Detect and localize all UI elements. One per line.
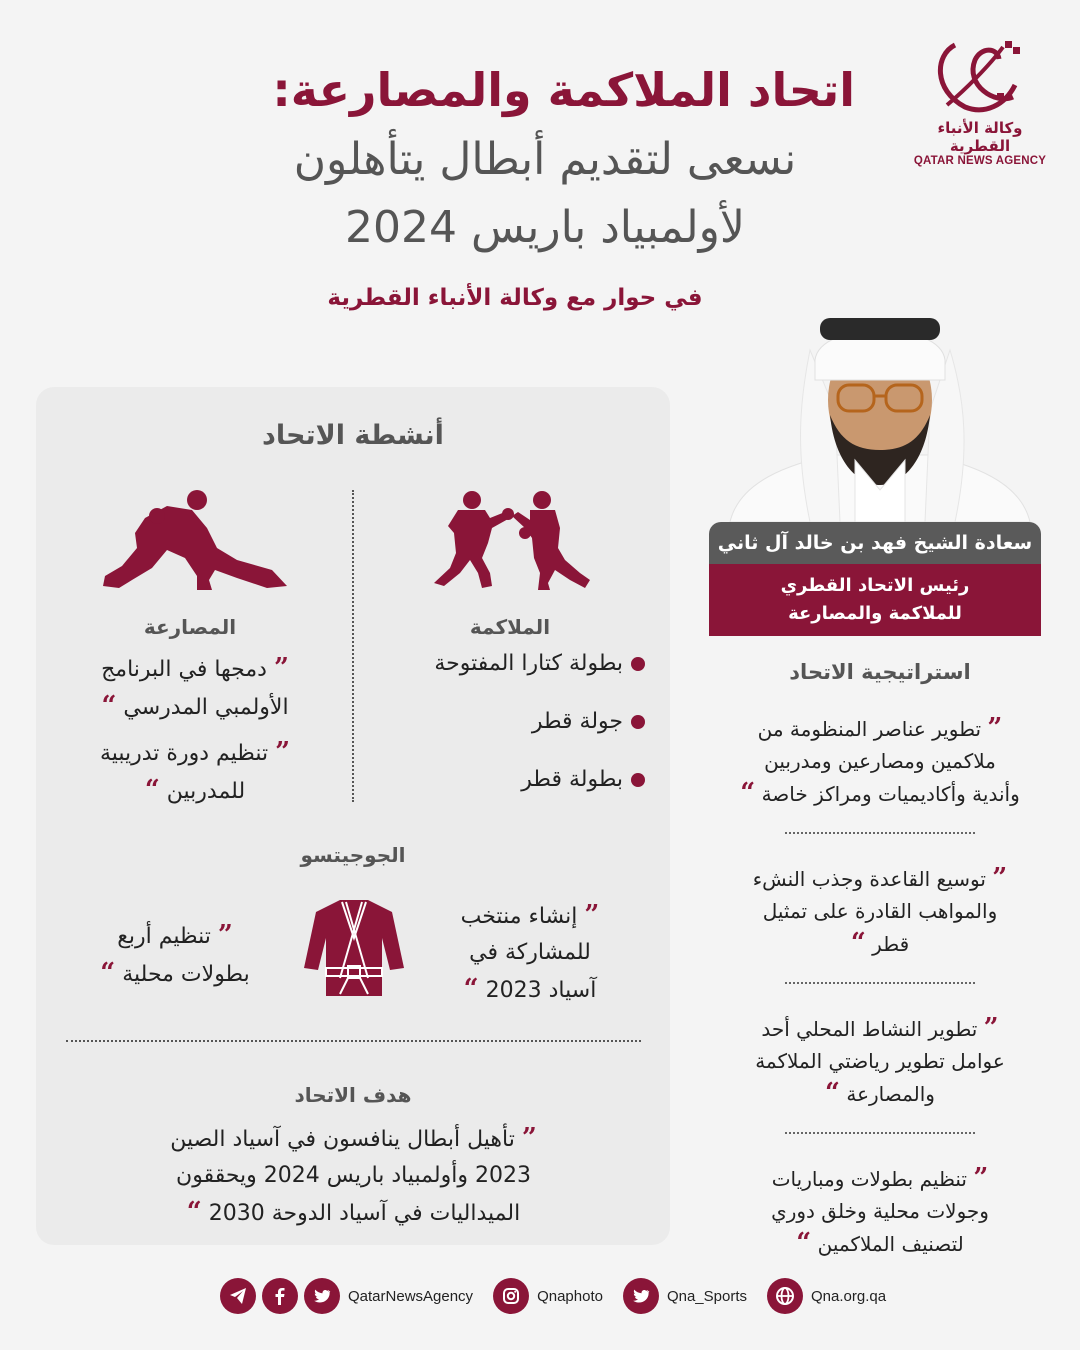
- headline-line-2: نسعى لتقديم أبطال يتأهلون: [293, 134, 797, 185]
- gi-uniform-icon: [302, 898, 406, 998]
- logo-english-name: QATAR NEWS AGENCY: [913, 155, 1047, 167]
- open-quote-icon: ”: [584, 900, 600, 930]
- social-handle-qnaphoto[interactable]: Qnaphoto: [537, 1287, 603, 1305]
- open-quote-icon: ”: [987, 713, 1003, 743]
- headline: [235, 55, 855, 261]
- facebook-icon[interactable]: [262, 1278, 298, 1314]
- dotted-divider: [785, 1132, 975, 1134]
- social-handle-qatarnewsagency[interactable]: QatarNewsAgency: [348, 1287, 474, 1305]
- bullet-icon: [631, 773, 645, 787]
- qna-logo: [905, 35, 1055, 165]
- subtitle: في حوار مع وكالة الأنباء القطرية: [327, 285, 703, 311]
- person-title: [709, 564, 1041, 636]
- horizontal-dotted-divider: [66, 1040, 641, 1042]
- headline-line-3: لأولمبياد باريس 2024: [345, 202, 745, 253]
- jiujitsu-item: ” تنظيم أربع بطولات محلية “: [100, 920, 250, 988]
- globe-icon[interactable]: [767, 1278, 803, 1314]
- close-quote-icon: “: [144, 775, 160, 805]
- strategy-item: ” تطوير النشاط المحلي أحد عوامل تطوير رياضتي الملاكمة والمصارعة “: [755, 1013, 1005, 1108]
- boxing-label: الملاكمة: [469, 615, 551, 639]
- wrestling-activities-list: [60, 650, 330, 818]
- dotted-divider: [785, 982, 975, 984]
- person-name-card: [709, 522, 1041, 636]
- open-quote-icon: ”: [983, 1013, 999, 1043]
- person-name: سعادة الشيخ فهد بن خالد آل ثاني: [709, 522, 1041, 564]
- jiujitsu-item: ” إنشاء منتخب للمشاركة في آسياد 2023 “: [460, 900, 600, 1004]
- close-quote-icon: “: [463, 974, 479, 1004]
- strategy-title: استراتيجية الاتحاد: [789, 660, 971, 684]
- activities-title: أنشطة الاتحاد: [262, 420, 444, 451]
- instagram-icon[interactable]: [493, 1278, 529, 1314]
- close-quote-icon: “: [825, 1078, 840, 1108]
- open-quote-icon: ”: [217, 920, 233, 950]
- person-title-line-1: رئيس الاتحاد القطري: [780, 575, 970, 596]
- open-quote-icon: ”: [992, 863, 1008, 893]
- close-quote-icon: “: [850, 928, 866, 958]
- headline-line-1: اتحاد الملاكمة والمصارعة:: [272, 63, 855, 117]
- goal-text: ” تأهيل أبطال ينافسون في آسياد الصين 2023 وأولمبياد باريس 2024 ويحققون الميداليات في آسياد الدوحة 2030 “: [170, 1123, 537, 1227]
- boxers-icon: [430, 488, 595, 593]
- bullet-icon: [631, 715, 645, 729]
- open-quote-icon: ”: [521, 1123, 537, 1153]
- list-item: ” دمجها في البرنامج الأولمبي المدرسي “: [101, 653, 289, 721]
- goal-title: هدف الاتحاد: [294, 1083, 412, 1107]
- social-handle-qna-sports[interactable]: Qna_Sports: [666, 1287, 747, 1305]
- bullet-icon: [631, 657, 645, 671]
- strategy-item: ” تنظيم بطولات ومباريات وجولات محلية وخلق دوري لتصنيف الملاكمين “: [771, 1163, 989, 1258]
- social-footer: [220, 1276, 887, 1316]
- telegram-icon[interactable]: [220, 1278, 256, 1314]
- jiujitsu-label: الجوجيتسو: [300, 843, 406, 867]
- close-quote-icon: “: [100, 958, 116, 988]
- open-quote-icon: ”: [275, 737, 291, 767]
- open-quote-icon: ”: [973, 1163, 989, 1193]
- twitter-icon[interactable]: [623, 1278, 659, 1314]
- qna-emblem-icon: [925, 35, 1035, 117]
- close-quote-icon: “: [796, 1228, 812, 1258]
- close-quote-icon: “: [101, 691, 117, 721]
- wrestling-label: المصارعة: [143, 615, 237, 639]
- list-item: بطولة كتارا المفتوحة: [345, 650, 645, 678]
- strategy-section: [700, 660, 1060, 1260]
- list-item: جولة قطر: [345, 708, 645, 736]
- open-quote-icon: ”: [273, 653, 289, 683]
- logo-arabic-name: وكالة الأنباء القطرية: [937, 119, 1023, 155]
- close-quote-icon: “: [740, 778, 756, 808]
- person-title-line-2: للملاكمة والمصارعة: [788, 603, 962, 624]
- wrestlers-icon: [97, 488, 289, 593]
- dotted-divider: [785, 832, 975, 834]
- twitter-icon[interactable]: [304, 1278, 340, 1314]
- close-quote-icon: “: [186, 1197, 202, 1227]
- boxing-events-list: [345, 650, 645, 824]
- list-item: بطولة قطر: [345, 766, 645, 794]
- portrait-photo: [720, 290, 1040, 522]
- strategy-item: ” توسيع القاعدة وجذب النشء والمواهب القادرة على تمثيل قطر “: [752, 863, 1008, 958]
- list-item: ” تنظيم دورة تدريبية للمدربين “: [99, 737, 291, 805]
- website-link[interactable]: Qna.org.qa: [811, 1287, 887, 1305]
- strategy-item: ” تطوير عناصر المنظومة من ملاكمين ومصارعين ومدربين وأندية وأكاديميات ومراكز خاصة “: [740, 713, 1020, 808]
